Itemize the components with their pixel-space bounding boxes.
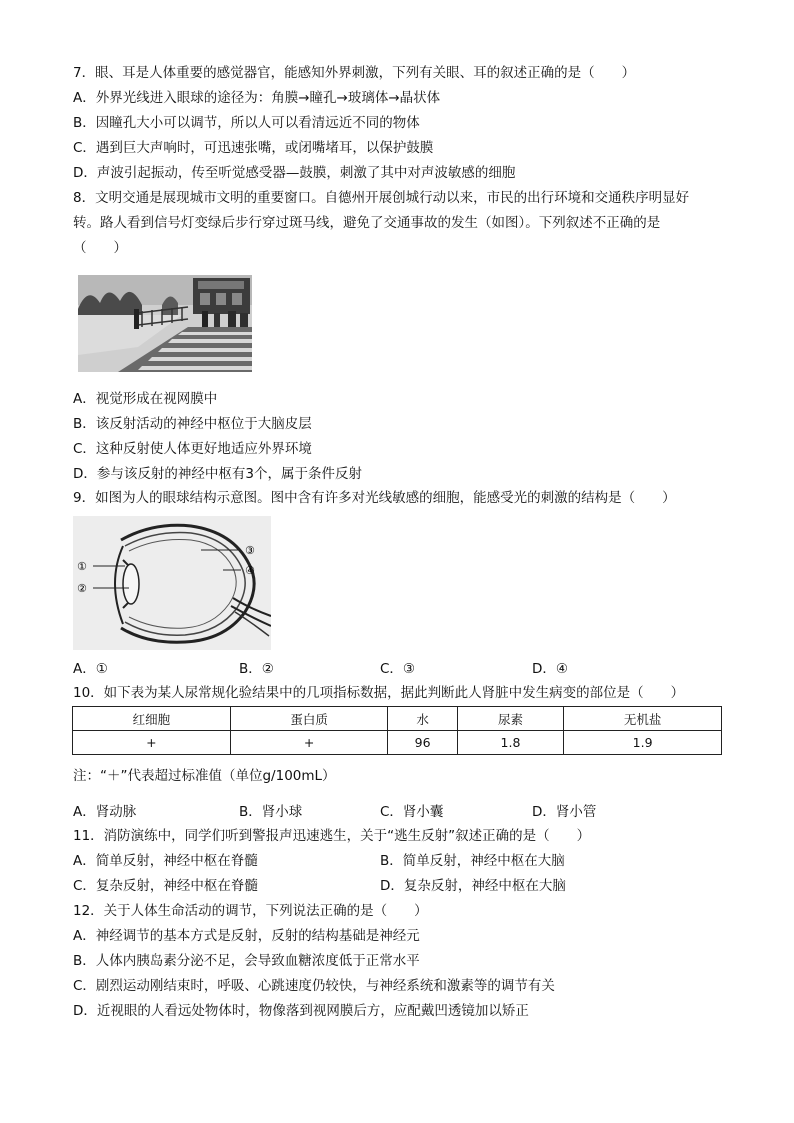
q12-stem: 12．关于人体生命活动的调节，下列说法正确的是（ ） xyxy=(73,903,428,919)
eye-label-2: ② xyxy=(77,582,87,595)
q11-stem: 11．消防演练中，同学们听到警报声迅速逃生，关于“逃生反射”叙述正确的是（ ） xyxy=(73,828,591,844)
q9-options xyxy=(73,660,713,678)
q11-options-row2 xyxy=(73,877,713,895)
table-cell: 96 xyxy=(388,731,457,755)
eyeball-diagram xyxy=(73,516,271,650)
q7-option-d: D．声波引起振动，传至听觉感受器—鼓膜，刺激了其中对声波敏感的细胞 xyxy=(73,165,516,181)
q10-note: 注：“＋”代表超过标准值（单位g/100mL） xyxy=(73,768,336,784)
table-cell: 1.8 xyxy=(457,731,564,755)
q8-option-d: D．参与该反射的神经中枢有3个，属于条件反射 xyxy=(73,466,362,482)
eye-label-1: ① xyxy=(77,560,87,573)
q8-option-b: B．该反射活动的神经中枢位于大脑皮层 xyxy=(73,416,312,432)
q7-option-c: C．遇到巨大声响时，可迅速张嘴，或闭嘴堵耳，以保护鼓膜 xyxy=(73,140,434,156)
q10-option-a: A．肾动脉 xyxy=(73,804,137,820)
q7-stem: 7．眼、耳是人体重要的感觉器官，能感知外界刺激，下列有关眼、耳的叙述正确的是（ ） xyxy=(73,65,636,81)
q7-option-a: A．外界光线进入眼球的途径为：角膜→瞳孔→玻璃体→晶状体 xyxy=(73,90,441,106)
q12-option-c: C．剧烈运动刚结束时，呼吸、心跳速度仍较快，与神经系统和激素等的调节有关 xyxy=(73,978,555,994)
q12-option-d: D．近视眼的人看远处物体时，物像落到视网膜后方，应配戴凹透镜加以矫正 xyxy=(73,1003,529,1019)
table-header-cell: 水 xyxy=(388,707,457,731)
q8-option-c: C．这种反射使人体更好地适应外界环境 xyxy=(73,441,312,457)
q11-option-b: B．简单反射，神经中枢在大脑 xyxy=(380,853,565,869)
q11-option-d: D．复杂反射，神经中枢在大脑 xyxy=(380,878,566,894)
q8-stem-line3: （ ） xyxy=(73,240,127,256)
eyeball-diagram-drawing xyxy=(73,516,271,650)
q12-option-a: A．神经调节的基本方式是反射，反射的结构基础是神经元 xyxy=(73,928,420,944)
q8-stem-line2: 转。路人看到信号灯变绿后步行穿过斑马线，避免了交通事故的发生（如图）。下列叙述不正确的是 xyxy=(73,215,661,231)
table-header-cell: 红细胞 xyxy=(73,707,231,731)
table-header-row xyxy=(73,707,722,731)
q9-option-b: B．② xyxy=(239,661,274,677)
q10-option-c: C．肾小囊 xyxy=(380,804,444,820)
q9-option-a: A．① xyxy=(73,661,108,677)
q12-option-b: B．人体内胰岛素分泌不足，会导致血糖浓度低于正常水平 xyxy=(73,953,420,969)
table-header-cell: 无机盐 xyxy=(564,707,722,731)
table-header-cell: 蛋白质 xyxy=(230,707,388,731)
q10-stem: 10．如下表为某人尿常规化验结果中的几项指标数据，据此判断此人肾脏中发生病变的部位是（ ） xyxy=(73,685,685,701)
table-cell: + xyxy=(73,731,231,755)
table-cell: + xyxy=(230,731,388,755)
urine-test-table xyxy=(72,706,722,755)
q11-option-c: C．复杂反射，神经中枢在脊髓 xyxy=(73,878,258,894)
q11-options-row1 xyxy=(73,852,713,870)
q10-options xyxy=(73,803,713,821)
q9-option-c: C．③ xyxy=(380,661,416,677)
table-header-cell: 尿素 xyxy=(457,707,564,731)
q8-stem-line1: 8．文明交通是展现城市文明的重要窗口。自德州开展创城行动以来，市民的出行环境和交通秩序明显好 xyxy=(73,190,690,206)
q11-option-a: A．简单反射，神经中枢在脊髓 xyxy=(73,853,258,869)
crosswalk-photo-drawing xyxy=(78,275,252,372)
q8-option-a: A．视觉形成在视网膜中 xyxy=(73,391,218,407)
eye-label-3: ③ xyxy=(245,544,255,557)
table-cell: 1.9 xyxy=(564,731,722,755)
q9-stem: 9．如图为人的眼球结构示意图。图中含有许多对光线敏感的细胞，能感受光的刺激的结构是（ ） xyxy=(73,490,676,506)
crosswalk-photo xyxy=(78,275,252,372)
q7-option-b: B．因瞳孔大小可以调节，所以人可以看清远近不同的物体 xyxy=(73,115,420,131)
q9-option-d: D．④ xyxy=(532,661,568,677)
q10-option-d: D．肾小管 xyxy=(532,804,597,820)
q10-option-b: B．肾小球 xyxy=(239,804,303,820)
eye-label-4: ④ xyxy=(245,564,255,577)
table-row xyxy=(73,731,722,755)
